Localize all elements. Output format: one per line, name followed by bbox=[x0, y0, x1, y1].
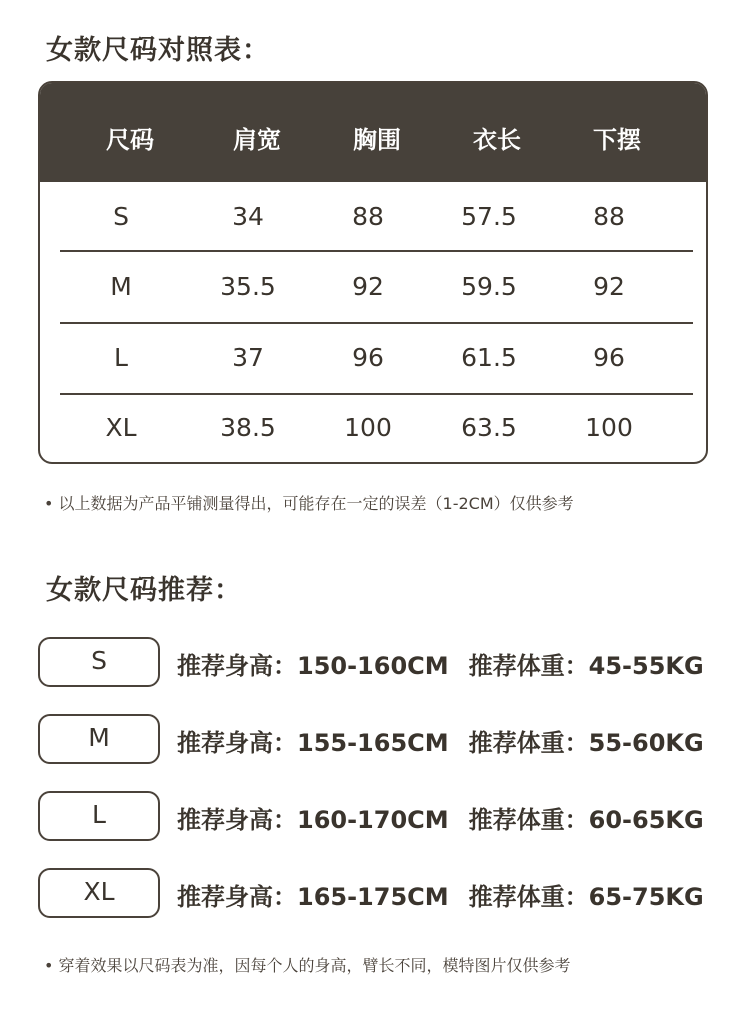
table-cell: 88 bbox=[593, 202, 625, 231]
height-text: 推荐身高：160-170CM bbox=[177, 806, 449, 834]
table-cell: 96 bbox=[352, 343, 384, 372]
table-cell: 59.5 bbox=[461, 272, 517, 301]
table-cell: 34 bbox=[232, 202, 264, 231]
recommendation-title: 女款尺码推荐： bbox=[46, 575, 242, 606]
recommendation-text bbox=[177, 646, 704, 681]
weight-text: 推荐体重：65-75KG bbox=[468, 883, 704, 911]
table-cell: M bbox=[110, 272, 132, 301]
table-cell: 92 bbox=[352, 272, 384, 301]
table-row bbox=[40, 393, 706, 463]
header-cell-hem: 下摆 bbox=[593, 126, 641, 154]
table-cell: L bbox=[114, 343, 128, 372]
table-cell: 37 bbox=[232, 343, 264, 372]
size-badge: M bbox=[38, 714, 160, 764]
table-cell: 61.5 bbox=[461, 343, 517, 372]
size-chart-table bbox=[38, 81, 708, 464]
recommendation-row bbox=[38, 714, 718, 766]
table-cell: 57.5 bbox=[461, 202, 517, 231]
weight-text: 推荐体重：60-65KG bbox=[468, 806, 704, 834]
measurement-note: • 以上数据为产品平铺测量得出，可能存在一定的误差（1-2CM）仅供参考 bbox=[44, 494, 574, 513]
table-cell: 35.5 bbox=[220, 272, 276, 301]
weight-text: 推荐体重：55-60KG bbox=[468, 729, 704, 757]
table-cell: 92 bbox=[593, 272, 625, 301]
table-cell: 63.5 bbox=[461, 413, 517, 442]
table-cell: 38.5 bbox=[220, 413, 276, 442]
recommendation-text bbox=[177, 800, 704, 835]
size-badge: L bbox=[38, 791, 160, 841]
table-cell: 96 bbox=[593, 343, 625, 372]
table-cell: S bbox=[113, 202, 129, 231]
table-row bbox=[40, 182, 706, 252]
recommendation-text bbox=[177, 877, 704, 912]
recommendation-row bbox=[38, 868, 718, 920]
table-cell: 100 bbox=[585, 413, 633, 442]
header-cell-shoulder: 肩宽 bbox=[233, 126, 281, 154]
table-cell: 100 bbox=[344, 413, 392, 442]
table-row bbox=[40, 323, 706, 393]
height-text: 推荐身高：155-165CM bbox=[177, 729, 449, 757]
size-chart-title: 女款尺码对照表： bbox=[46, 35, 270, 66]
recommendation-row bbox=[38, 791, 718, 843]
size-badge: XL bbox=[38, 868, 160, 918]
table-cell: 88 bbox=[352, 202, 384, 231]
header-cell-size: 尺码 bbox=[106, 126, 154, 154]
table-cell: XL bbox=[105, 413, 137, 442]
recommendation-text bbox=[177, 723, 704, 758]
recommendation-row bbox=[38, 637, 718, 689]
weight-text: 推荐体重：45-55KG bbox=[468, 652, 704, 680]
fit-note: • 穿着效果以尺码表为准，因每个人的身高，臂长不同，模特图片仅供参考 bbox=[44, 956, 571, 975]
height-text: 推荐身高：165-175CM bbox=[177, 883, 449, 911]
header-cell-chest: 胸围 bbox=[353, 126, 401, 154]
table-row bbox=[40, 252, 706, 322]
table-header bbox=[40, 83, 706, 182]
height-text: 推荐身高：150-160CM bbox=[177, 652, 449, 680]
header-cell-length: 衣长 bbox=[473, 126, 521, 154]
size-badge: S bbox=[38, 637, 160, 687]
